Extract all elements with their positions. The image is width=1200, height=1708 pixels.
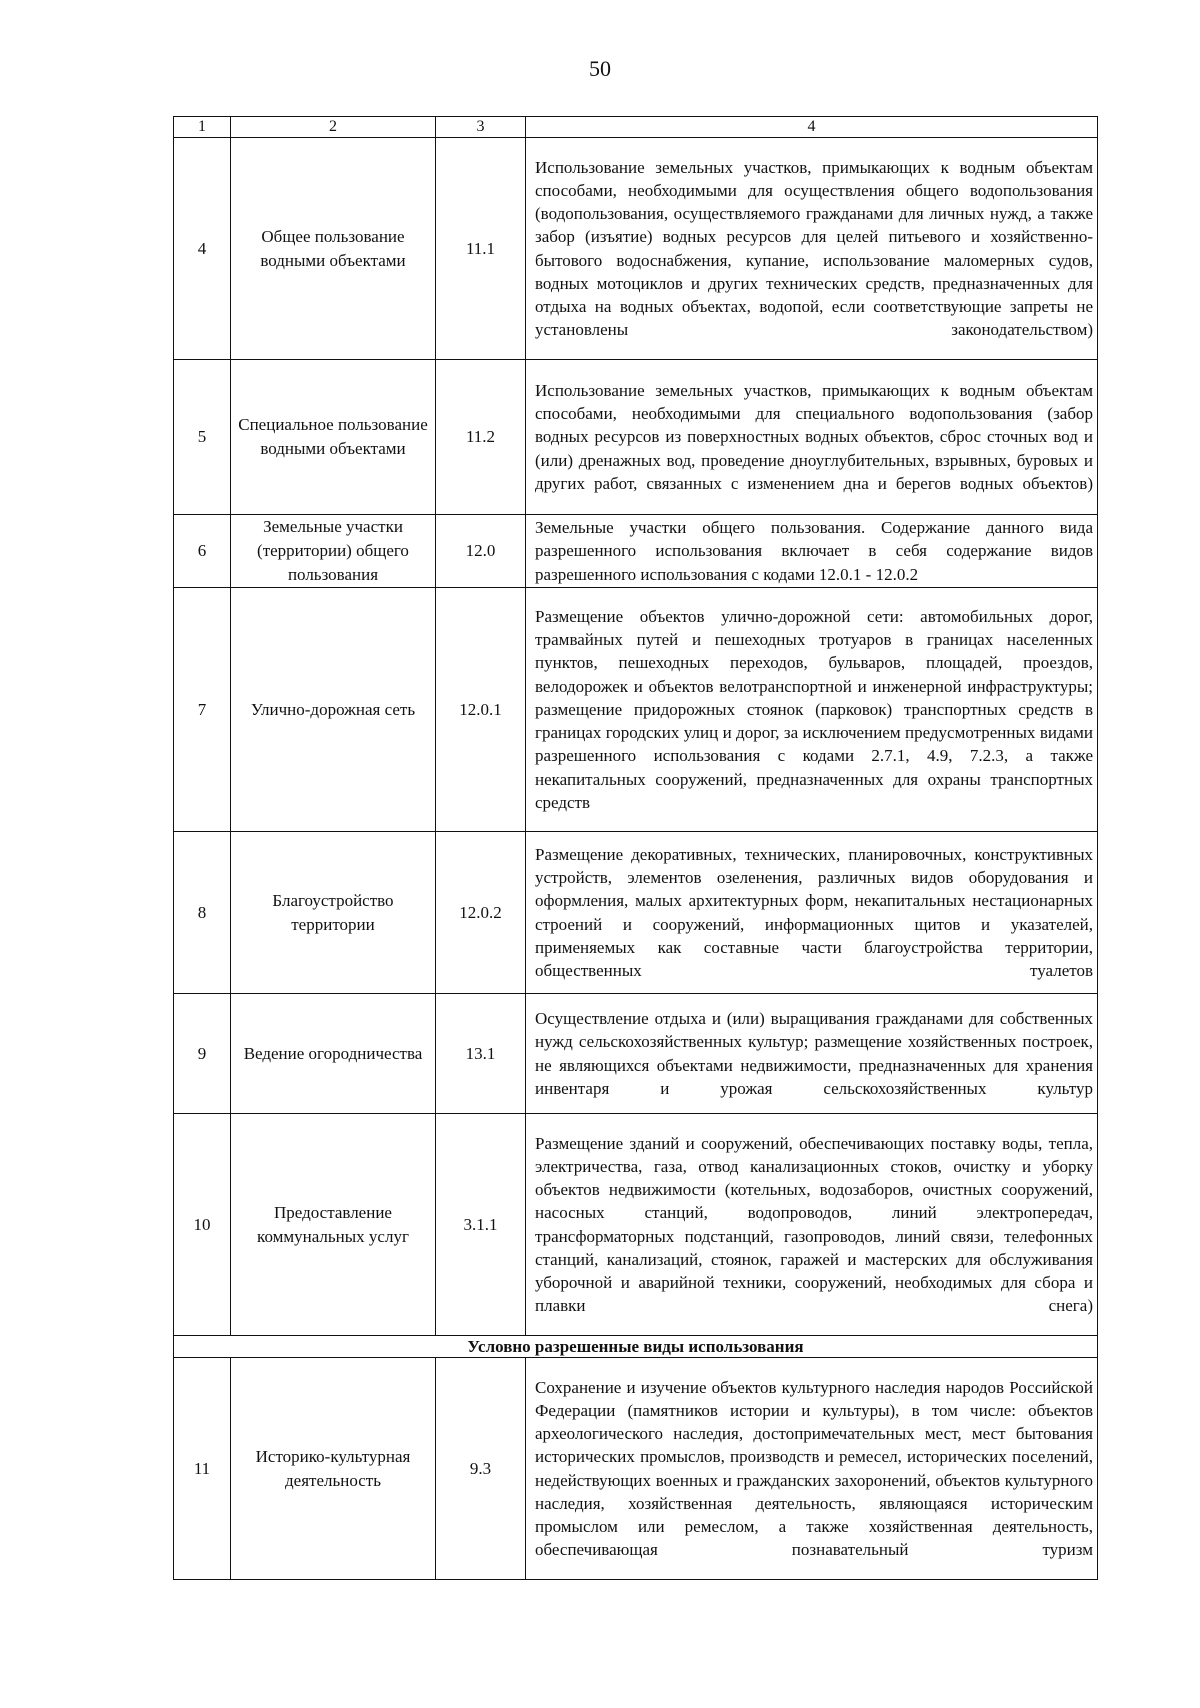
row-number: 11: [174, 1358, 231, 1580]
use-type-description: Размещение декоративных, технических, планировочных, конструктивных устройств, элементов озеленения, различных видов оборудования и оформления, малых архитектурных форм, некапитальных нестационарных строений и сооружений, информационных щитов и указателей, применяемых как составные части благоустройства территории, общественных туалетов: [526, 832, 1098, 994]
table-row: [174, 588, 1098, 832]
table-row: [174, 515, 1098, 588]
use-type-code: 13.1: [436, 994, 526, 1114]
page-number: 50: [589, 56, 611, 81]
use-type-description: Сохранение и изучение объектов культурного наследия народов Российской Федерации (памятников истории и культуры), в том числе: объектов археологического наследия, достопримечательных мест, мест бытования исторических промыслов, производств и ремесел, исторических поселений, недействующих военных и гражданских захоронений, объектов культурного наследия, хозяйственная деятельность, являющаяся историческим промыслом или ремеслом, а также хозяйственная деятельность, обеспечивающая познавательный туризм: [526, 1358, 1098, 1580]
use-type-code: 12.0.2: [436, 832, 526, 994]
table-header-row: [174, 117, 1098, 138]
use-type-description: Земельные участки общего пользования. Содержание данного вида разрешенного использования включает в себя содержание видов разрешенного использования с кодами 12.0.1 - 12.0.2: [526, 515, 1098, 588]
use-type-name: Ведение огородничества: [231, 994, 436, 1114]
use-type-name: Улично-дорожная сеть: [231, 588, 436, 832]
use-type-name: Земельные участки (территории) общего пользования: [231, 515, 436, 588]
row-number: 7: [174, 588, 231, 832]
table-row: [174, 832, 1098, 994]
row-number: 10: [174, 1114, 231, 1336]
use-type-description: Использование земельных участков, примыкающих к водным объектам способами, необходимыми для осуществления общего водопользования (водопользования, осуществляемого гражданами для личных нужд, а также забор (изъятие) водных ресурсов для целей питьевого и хозяйственно-бытового водоснабжения, купание, использование маломерных судов, водных мотоциклов и других технических средств, предназначенных для отдыха на водных объектах, водопой, если соответствующие запреты не установлены законодательством): [526, 138, 1098, 360]
header-cell-3: 3: [436, 117, 526, 138]
use-type-code: 11.1: [436, 138, 526, 360]
use-type-description: Осуществление отдыха и (или) выращивания гражданами для собственных нужд сельскохозяйственных культур; размещение хозяйственных построек, не являющихся объектами недвижимости, предназначенных для хранения инвентаря и урожая сельскохозяйственных культур: [526, 994, 1098, 1114]
use-type-description: Размещение объектов улично-дорожной сети: автомобильных дорог, трамвайных путей и пешеходных тротуаров в границах населенных пунктов, пешеходных переходов, бульваров, площадей, проездов, велодорожек и объектов велотранспортной и инженерной инфраструктуры; размещение придорожных стоянок (парковок) транспортных средств в границах городских улиц и дорог, за исключением предусмотренных видами разрешенного использования с кодами 2.7.1, 4.9, 7.2.3, а также некапитальных сооружений, предназначенных для охраны транспортных средств: [526, 588, 1098, 832]
row-number: 8: [174, 832, 231, 994]
header-cell-1: 1: [174, 117, 231, 138]
row-number: 4: [174, 138, 231, 360]
row-number: 5: [174, 360, 231, 515]
table-row: [174, 1358, 1098, 1580]
use-type-code: 11.2: [436, 360, 526, 515]
use-type-description: Размещение зданий и сооружений, обеспечивающих поставку воды, тепла, электричества, газа, отвод канализационных стоков, очистку и уборку объектов недвижимости (котельных, водозаборов, очистных сооружений, насосных станций, водопроводов, линий электропередач, трансформаторных подстанций, газопроводов, линий связи, телефонных станций, канализаций, стоянок, гаражей и мастерских для обслуживания уборочной и аварийной техники, сооружений, необходимых для сбора и плавки снега): [526, 1114, 1098, 1336]
use-type-code: 3.1.1: [436, 1114, 526, 1336]
use-type-code: 12.0: [436, 515, 526, 588]
table-row: [174, 138, 1098, 360]
land-use-table: [173, 116, 1098, 1580]
table-row: [174, 994, 1098, 1114]
use-type-description: Использование земельных участков, примыкающих к водным объектам способами, необходимыми для специального водопользования (забор водных ресурсов из поверхностных водных объектов, сброс сточных вод и (или) дренажных вод, проведение дноуглубительных, взрывных, буровых и других работ, связанных с изменением дна и берегов водных объектов): [526, 360, 1098, 515]
use-type-name: Благоустройство территории: [231, 832, 436, 994]
use-type-name: Историко-культурная деятельность: [231, 1358, 436, 1580]
use-type-code: 12.0.1: [436, 588, 526, 832]
section-header-row: [174, 1336, 1098, 1358]
row-number: 9: [174, 994, 231, 1114]
table-row: [174, 1114, 1098, 1336]
use-type-name: Предоставление коммунальных услуг: [231, 1114, 436, 1336]
use-type-code: 9.3: [436, 1358, 526, 1580]
row-number: 6: [174, 515, 231, 588]
use-type-name: Специальное пользование водными объектами: [231, 360, 436, 515]
section-title: Условно разрешенные виды использования: [174, 1336, 1098, 1358]
header-cell-4: 4: [526, 117, 1098, 138]
use-type-name: Общее пользование водными объектами: [231, 138, 436, 360]
header-cell-2: 2: [231, 117, 436, 138]
table-row: [174, 360, 1098, 515]
